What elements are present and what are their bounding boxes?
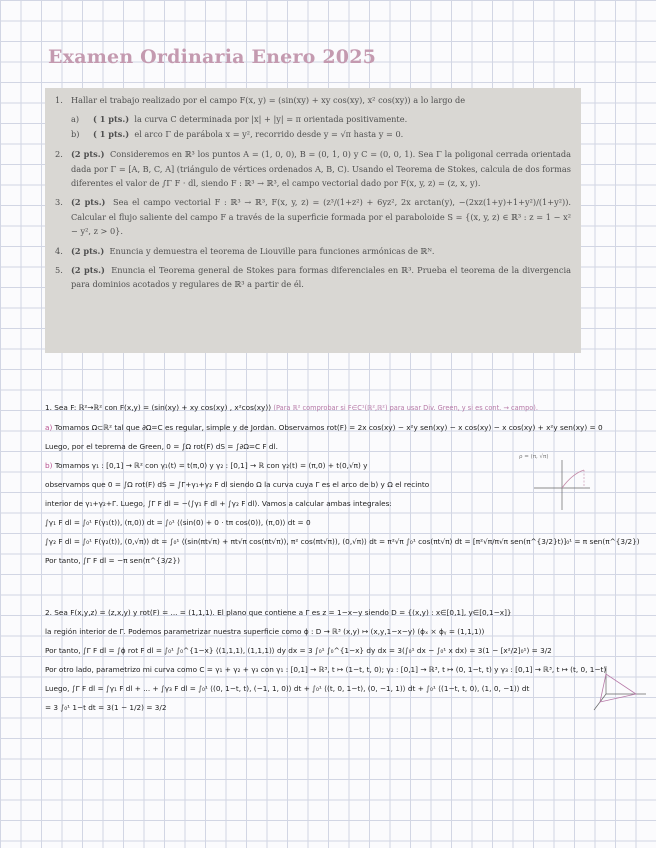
note-line: ∫γ₁ F dl = ∫₀¹ F(γ₁(t)), (π,0)) dt = ∫₀¹ ⟨(sin(0) + 0 · tπ cos(0)), (π,0)⟩ dt = 0	[45, 518, 311, 527]
note-line: Por tanto, ∫Γ F dl = −π sen(π^{3/2})	[45, 556, 180, 565]
question-number: 2.	[55, 149, 63, 160]
question-number: 5.	[55, 265, 63, 276]
question-2	[55, 147, 571, 190]
parabola-sketch	[532, 458, 592, 512]
page-title: Examen Ordinaria Enero 2025	[48, 46, 377, 68]
question-4	[55, 244, 571, 258]
question-3	[55, 195, 571, 238]
note-aside: (Para ℝ² comprobar si F∈C¹(ℝ²,ℝ²) para usar Div. Green, y si es cont. → campo).	[273, 404, 538, 412]
triangle-3d-sketch	[592, 664, 648, 712]
points: (2 pts.)	[71, 149, 105, 160]
question-text: Enuncia y demuestra el teorema de Liouville para funciones armónicas de ℝᴺ.	[109, 245, 435, 256]
note-line: Por tanto, ∫Γ F dl = ∫ϕ rot F dl = ∫₀¹ ∫₀^{1−x} ⟨(1,1,1), (1,1,1)⟩ dy dx = 3 ∫₀¹ ∫₀^{1−x} dy dx = 3(∫₀¹ dx − ∫₀¹ x dx) = 3(1 − [x²/2]₀¹) = 3/2	[45, 646, 552, 655]
note-line: ∫γ₂ F dl = ∫₀¹ F(γ₂(t)), (0,√π)) dt = ∫₀¹ ⟨(sin(πt√π) + πt√π cos(πt√π)), π² cos(πt√π)), (0,√π)⟩ dt = π²√π ∫₀¹ cos(πt√π) dt = [π²√π/π√π sen(π^{3/2}t)]₀¹ = π sen(π^{3/2})	[45, 537, 640, 546]
question-number: 3.	[55, 197, 63, 208]
points: ( 1 pts.)	[93, 114, 130, 125]
question-1a	[71, 112, 571, 126]
question-5	[55, 263, 571, 292]
part-label: b)	[45, 461, 53, 470]
note-line: = 3 ∫₀¹ 1−t dt = 3(1 − 1/2) = 3/2	[45, 703, 167, 712]
question-text: Enuncia el Teorema general de Stokes para formas diferenciales en ℝ³. Prueba el teorema de la divergencia para dominios acotados y regulares de ℝ³ a partir de él.	[71, 265, 571, 290]
part-label: a)	[45, 423, 53, 432]
points: ( 1 pts.)	[93, 128, 130, 139]
note-line: Luego, ∫Γ F dl = ∫γ₁ F dl + ... + ∫γ₃ F dl = ∫₀¹ ⟨(0, 1−t, t), (−1, 1, 0)⟩ dt + ∫₀¹ ⟨(t, 0, 1−t), (0, −1, 1)⟩ dt + ∫₀¹ ⟨(1−t, t, 0), (1, 0, −1)⟩ dt	[45, 684, 530, 693]
note-text: 1. Sea F: ℝ²→ℝ² con F(x,y) = (sin(xy) + xy cos(xy) , x²cos(xy))	[45, 403, 272, 412]
subquestion-label: b)	[71, 128, 80, 139]
note-text: Tomamos Ω⊂ℝ² tal que ∂Ω=C es regular, simple y de Jordan. Observamos rot(F) = 2x cos(xy) − x²y sen(xy) − x cos(xy) − x cos(xy) + x²y sen(xy) = 0	[54, 423, 603, 432]
points: (2 pts.)	[71, 265, 105, 276]
exam-statement-image	[45, 88, 581, 353]
question-1	[55, 93, 571, 107]
points: (2 pts.)	[71, 197, 106, 208]
question-number: 4.	[55, 245, 63, 256]
question-text: Hallar el trabajo realizado por el campo F(x, y) = (sin(xy) + xy cos(xy), x² cos(xy)) a lo largo de	[71, 95, 466, 105]
note-line	[45, 398, 645, 418]
note-line: interior de γ₁+γ₂+Γ. Luego, ∫Γ F dl = −(∫γ₁ F dl + ∫γ₂ F dl). Vamos a calcular ambas integrales:	[45, 499, 392, 508]
handwritten-notes	[45, 398, 645, 717]
note-line: la región interior de Γ. Podemos parametrizar nuestra superficie como ϕ : D → ℝ³ (x,y) ↦ (x,y,1−x−y) (ϕₓ × ϕᵧ = (1,1,1))	[45, 627, 485, 636]
points: (2 pts.)	[71, 245, 105, 256]
note-text: Tomamos γ₁ : [0,1] → ℝ² con γ₁(t) = t(π,0) y γ₂ : [0,1] → ℝ con γ₂(t) = (π,0) + t(0,√π) y	[54, 461, 368, 470]
subquestion-label: a)	[71, 114, 80, 125]
note-line: 2. Sea F(x,y,z) = (z,x,y) y rot(F) = ... = (1,1,1). El plano que contiene a Γ es z = 1−x−y siendo D = {(x,y) : x∈[0,1], y∈[0,1−x]}	[45, 608, 512, 617]
subquestion-text: la curva C determinada por |x| + |y| = π orientada positivamente.	[134, 114, 408, 125]
note-line: observamos que 0 = ∫Ω rot(F) dS = ∫Γ+γ₁+γ₂ F dl siendo Ω la curva cuya Γ es el arco de b) y Ω el recinto	[45, 480, 430, 489]
subquestion-text: el arco Γ de parábola x = y², recorrido desde y = √π hasta y = 0.	[134, 128, 404, 139]
note-line	[45, 418, 645, 437]
question-text: Consideremos en ℝ³ los puntos A = (1, 0, 0), B = (0, 1, 0) y C = (0, 0, 1). Sea Γ la poligonal cerrada orientada dada por Γ = [A, B, C, A] (triángulo de vértices ordenados A, B, C). Usando el Teorema de Stokes, calcula de dos formas diferentes el valor de ∫Γ F · dl, siendo F : ℝ³ → ℝ³, el campo vectorial dado por F(x, y, z) = (z, x, y).	[71, 149, 571, 189]
note-line: Luego, por el teorema de Green, 0 = ∫Ω rot(F) dS = ∫∂Ω=C F dl.	[45, 442, 278, 451]
question-number: 1.	[55, 95, 63, 105]
note-line: Por otro lado, parametrizo mi curva como C = γ₁ + γ₂ + γ₃ con γ₁ : [0,1] → ℝ³, t ↦ (1−t, t, 0); γ₂ : [0,1] → ℝ³, t ↦ (0, 1−t, t) y γ₃ : [0,1] → ℝ³, t ↦ (t, 0, 1−t)	[45, 665, 607, 674]
question-1b	[71, 127, 571, 141]
sketch-label: ρ = (π, √π)	[519, 454, 549, 460]
question-text: Sea el campo vectorial F : ℝ³ → ℝ³, F(x, y, z) = (z³/(1+z²) + 6yz², 2x arctan(y), −(2xz(1+y)+1+y²)/(1+y²)). Calcular el flujo saliente del campo F a través de la superficie formada por el paraboloide S = {(x, y, z) ∈ ℝ³ : z = 1 − x² − y², z > 0}.	[71, 197, 571, 237]
